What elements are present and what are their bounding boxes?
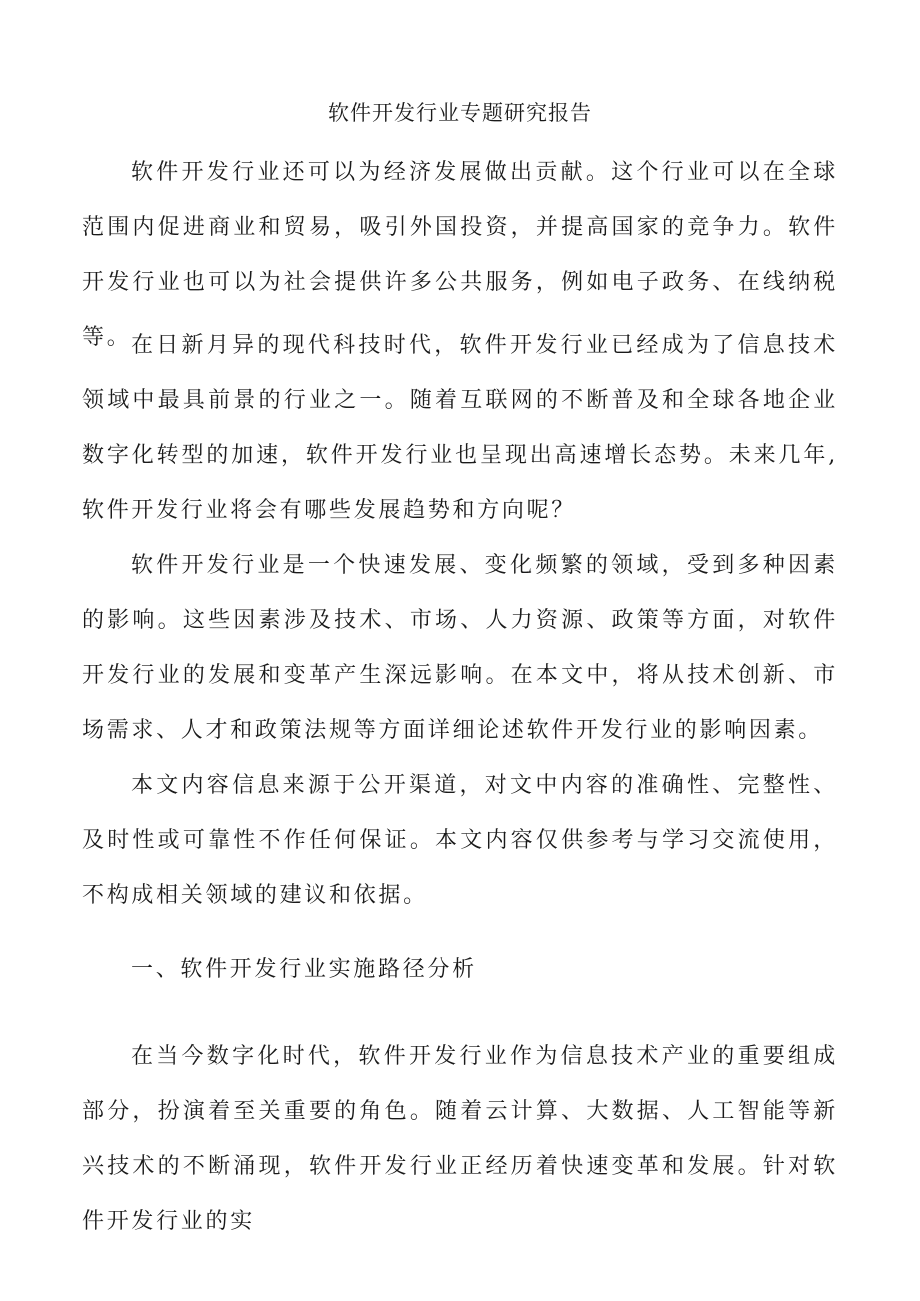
document-title: 软件开发行业专题研究报告: [328, 101, 592, 125]
paragraph-1: 软件开发行业还可以为经济发展做出贡献。这个行业可以在全球范围内促进商业和贸易，吸引外国投资，并提高国家的竞争力。软件开发行业也可以为社会提供许多公共服务，例如电子政务、在线纳税等。: [82, 160, 838, 350]
section-paragraph: 在当今数字化时代，软件开发行业作为信息技术产业的重要组成部分，扮演着至关重要的角色。随着云计算、大数据、人工智能等新兴技术的不断涌现，软件开发行业正经历着快速变革和发展。针对软件开发行业的实: [82, 1044, 838, 1234]
section-heading: 一、软件开发行业实施路径分析: [131, 957, 477, 982]
paragraph-4: 本文内容信息来源于公开渠道，对文中内容的准确性、完整性、及时性或可靠性不作任何保证。本文内容仅供参考与学习交流使用，不构成相关领域的建议和依据。: [82, 773, 838, 908]
paragraph-2: 在日新月异的现代科技时代，软件开发行业已经成为了信息技术领域中最具前景的行业之一。随着互联网的不断普及和全球各地企业数字化转型的加速，软件开发行业也呈现出高速增长态势。未来几年,软件开发行业将会有哪些发展趋势和方向呢？: [82, 333, 838, 523]
paragraph-3: 软件开发行业是一个快速发展、变化频繁的领域，受到多种因素的影响。这些因素涉及技术、市场、人力资源、政策等方面，对软件开发行业的发展和变革产生深远影响。在本文中，将从技术创新、市场需求、人才和政策法规等方面详细论述软件开发行业的影响因素。: [82, 553, 838, 743]
